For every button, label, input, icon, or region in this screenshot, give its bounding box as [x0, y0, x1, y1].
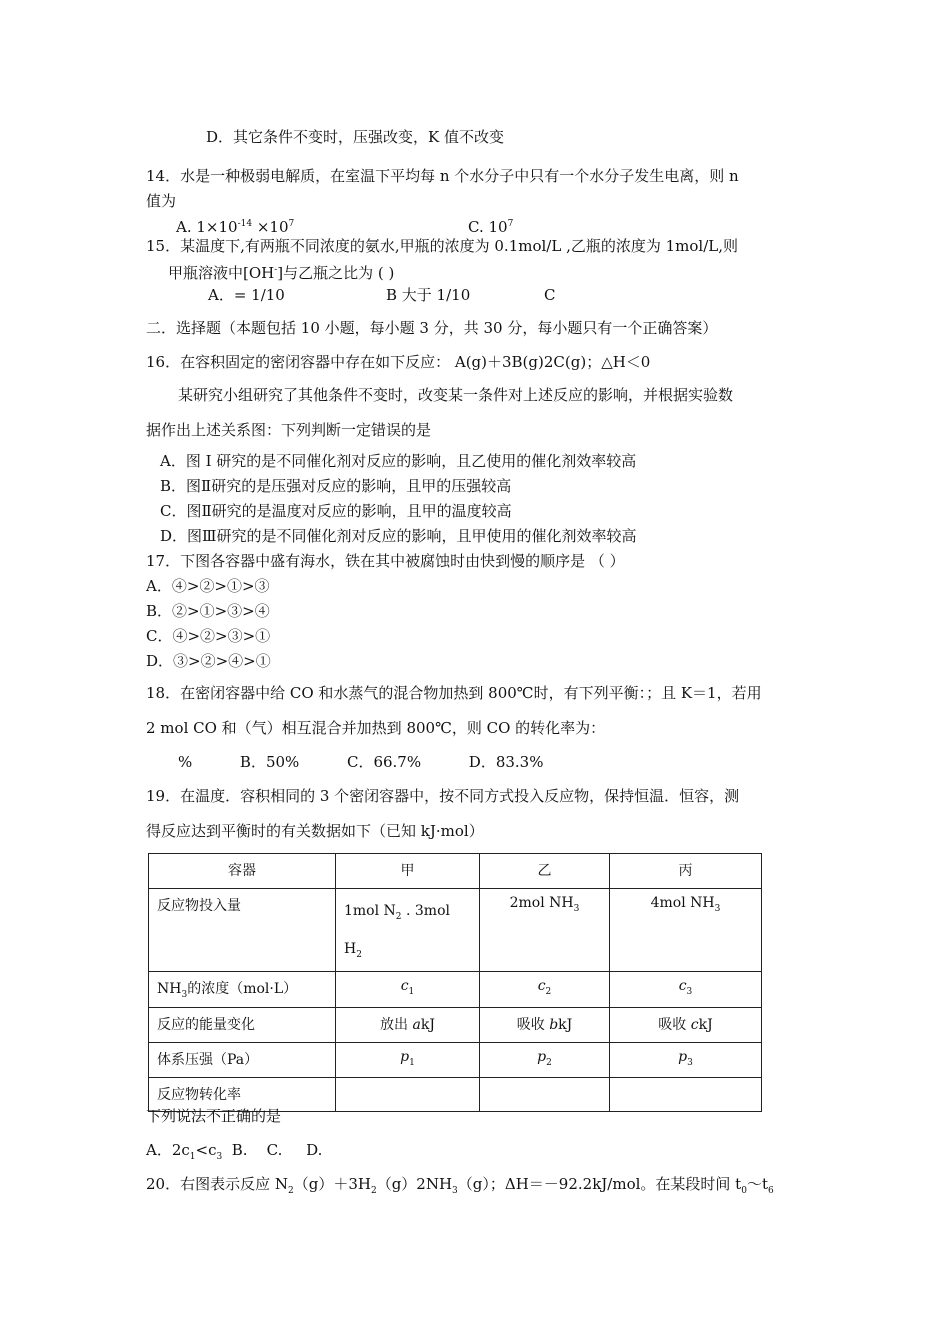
- table-cell: $p_1$: [336, 1042, 480, 1077]
- q19-stem-cont: 得反应达到平衡时的有关数据如下（已知 kJ·mol）: [146, 822, 484, 840]
- table-cell: $c_1$: [336, 971, 480, 1007]
- table-cell: 4mol $NH_3$: [610, 889, 762, 972]
- q17-option-a: A．④>②>①>③: [146, 577, 270, 595]
- q19-options: A．$2c_1<c_3$ B. C. D.: [146, 1141, 323, 1162]
- table-cell: 吸收 ckJ: [610, 1007, 762, 1042]
- q18-stem: 18．在密闭容器中给 CO 和水蒸气的混合物加热到 800℃时，有下列平衡：；且 K＝1，若用: [146, 684, 762, 702]
- table-cell: [610, 1077, 762, 1111]
- q17-option-b: B．②>①>③>④: [146, 602, 270, 620]
- q17-option-c: C．④>②>③>①: [146, 627, 271, 645]
- q16-option-a: A．图 I 研究的是不同催化剂对反应的影响，且乙使用的催化剂效率较高: [160, 452, 637, 470]
- table-row: [149, 889, 762, 972]
- table-header-cell: 容器: [149, 854, 336, 889]
- q16-option-c: C．图Ⅱ研究的是温度对反应的影响，且甲的温度较高: [160, 502, 512, 520]
- q14-stem-cont: 值为: [146, 192, 177, 210]
- q19-stem: 19．在温度．容积相同的 3 个密闭容器中，按不同方式投入反应物，保持恒温．恒容，测: [146, 787, 740, 805]
- table-cell: $c_3$: [610, 971, 762, 1007]
- q17-option-d: D．③>②>④>①: [146, 652, 271, 670]
- q16-stem: 16．在容积固定的密闭容器中存在如下反应： A(g)＋3B(g)2C(g)；△H＜0: [146, 353, 651, 371]
- q14-option-c: C. $10^7$: [468, 218, 514, 236]
- table-cell: 反应物投入量: [149, 889, 336, 972]
- table-header-cell: 丙: [610, 854, 762, 889]
- q16-option-b: B．图Ⅱ研究的是压强对反应的影响，且甲的压强较高: [160, 477, 512, 495]
- q19-data-table: [148, 853, 762, 1112]
- q16-option-d: D．图Ⅲ研究的是不同催化剂对反应的影响，且甲使用的催化剂效率较高: [160, 527, 637, 545]
- table-row: [149, 1007, 762, 1042]
- table-row: [149, 1042, 762, 1077]
- q20-stem: 20．右图表示反应 $N_2(g)+3H_2(g)2NH_3(g)$；ΔH＝－92.2kJ/mol。在某段时间 $t_0\sim t_6$: [146, 1175, 774, 1196]
- q18-stem-cont: 2 mol CO 和（气）相互混合并加热到 800℃，则 CO 的转化率为：: [146, 719, 606, 737]
- table-cell: [336, 1077, 480, 1111]
- table-cell: $NH_3$的浓度（mol·L）: [149, 971, 336, 1007]
- table-cell: 放出 akJ: [336, 1007, 480, 1042]
- q15-stem-cont: 甲瓶溶液中[OH-]与乙瓶之比为 ( ): [168, 264, 395, 282]
- section-2-heading: 二．选择题（本题包括 10 小题，每小题 3 分，共 30 分，每小题只有一个正确答案）: [146, 319, 718, 337]
- q16-stem-cont: 某研究小组研究了其他条件不变时，改变某一条件对上述反应的影响，并根据实验数: [178, 386, 734, 404]
- table-cell: [480, 1077, 610, 1111]
- q13-option-d: D．其它条件不变时，压强改变，K 值不改变: [206, 128, 505, 146]
- q15-option-b: B 大于 1/10: [386, 286, 471, 304]
- q19-prompt: 下列说法不正确的是: [146, 1107, 282, 1125]
- table-cell: $p_3$: [610, 1042, 762, 1077]
- table-row: [149, 854, 762, 889]
- table-cell: 1mol $N_2$ . 3mol $H_2$: [336, 889, 480, 972]
- q14-stem: 14．水是一种极弱电解质，在室温下平均每 n 个水分子中只有一个水分子发生电离，则 n: [146, 167, 739, 185]
- table-cell: $c_2$: [480, 971, 610, 1007]
- q15-option-a: A．= 1/10: [208, 286, 285, 304]
- table-cell: $p_2$: [480, 1042, 610, 1077]
- table-cell: 反应物转化率: [149, 1077, 336, 1111]
- table-cell: 体系压强（Pa）: [149, 1042, 336, 1077]
- q17-stem: 17．下图各容器中盛有海水，铁在其中被腐蚀时由快到慢的顺序是 （ ）: [146, 552, 625, 570]
- table-cell: 吸收 bkJ: [480, 1007, 610, 1042]
- table-cell: 反应的能量变化: [149, 1007, 336, 1042]
- table-row: [149, 971, 762, 1007]
- q14-option-a: A. $1\times 10^{-14} \times 10^7$: [176, 218, 295, 236]
- q15-stem: 15．某温度下,有两瓶不同浓度的氨水,甲瓶的浓度为 0.1mol/L ,乙瓶的浓度为 1mol/L,则: [146, 237, 738, 255]
- q15-option-c: C: [544, 286, 556, 304]
- table-header-cell: 甲: [336, 854, 480, 889]
- table-header-cell: 乙: [480, 854, 610, 889]
- q18-options: % B．50% C．66.7% D．83.3%: [178, 753, 544, 771]
- table-cell: 2mol $NH_3$: [480, 889, 610, 972]
- q16-stem-cont2: 据作出上述关系图：下列判断一定错误的是: [146, 421, 432, 439]
